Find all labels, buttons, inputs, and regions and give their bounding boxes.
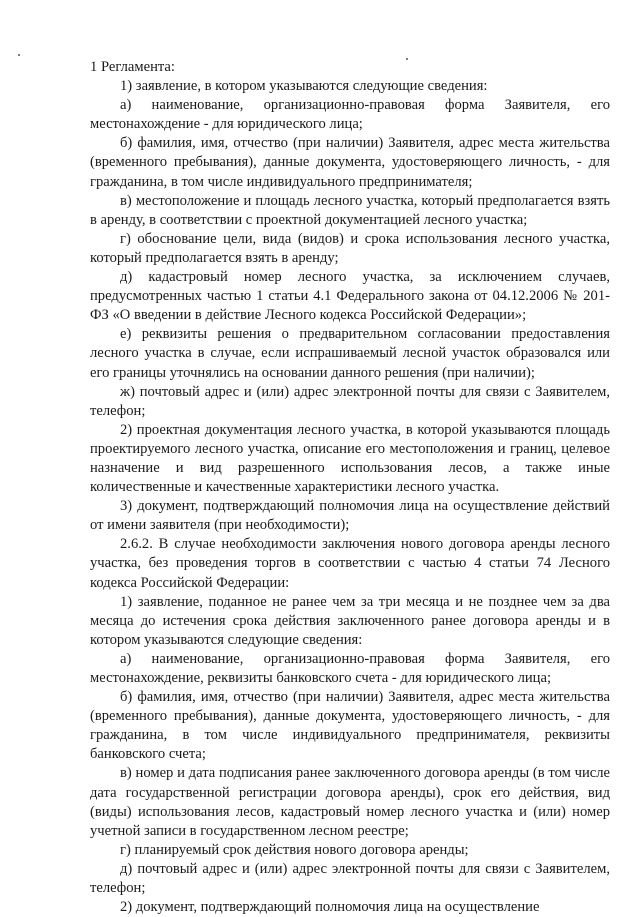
paragraph: а) наименование, организационно-правовая форма Заявителя, его местонахождение, реквизиты банковского счета - для юридического лица; [90, 650, 610, 686]
document-page [90, 58, 610, 917]
paragraph: 1) заявление, поданное не ранее чем за три месяца и не позднее чем за два месяца до истечения срока действия заключенного ранее договора аренды и в котором указываются следующие сведения: [90, 593, 610, 648]
paragraph: г) обоснование цели, вида (видов) и срока использования лесного участка, который предполагается взять в аренду; [90, 230, 610, 266]
paragraph: е) реквизиты решения о предварительном согласовании предоставления лесного участка в случае, если испрашиваемый лесной участок образовался или его границы уточнялись на основании данного решения (при наличии); [90, 326, 610, 381]
paragraph: в) номер и дата подписания ранее заключенного договора аренды (в том числе дата государственной регистрации договора аренды), срок его действия, вид (виды) использования лесов, кадастровый номер лесного участка и (или) номер учетной записи в государственном лесном реестре; [90, 765, 610, 839]
paragraph: в) местоположение и площадь лесного участка, который предполагается взять в аренду, в соответствии с проектной документацией лесного участка; [90, 192, 610, 228]
paragraph: ж) почтовый адрес и (или) адрес электронной почты для связи с Заявителем, телефон; [90, 383, 610, 419]
paragraph: б) фамилия, имя, отчество (при наличии) Заявителя, адрес места жительства (временного пребывания), данные документа, удостоверяющего личность, - для гражданина, в том числе индивидуального предпринимателя; [90, 135, 610, 190]
paragraph: б) фамилия, имя, отчество (при наличии) Заявителя, адрес места жительства (временного пребывания), данные документа, удостоверяющего личность, - для гражданина, в том числе индивидуального предпринимателя, реквизиты банковского счета; [90, 689, 610, 763]
paragraph: д) кадастровый номер лесного участка, за исключением случаев, предусмотренных частью 1 статьи 4.1 Федерального закона от 04.12.2006 № 201-ФЗ «О введении в действие Лесного кодекса Российской Федерации»; [90, 269, 610, 324]
paragraph: 3) документ, подтверждающий полномочия лица на осуществление действий от имени заявителя (при необходимости); [90, 498, 610, 534]
paragraph: 2) документ, подтверждающий полномочия лица на осуществление [120, 899, 540, 916]
paragraph: 2.6.2. В случае необходимости заключения нового договора аренды лесного участка, без проведения торгов в соответствии с частью 4 статьи 74 Лесного кодекса Российской Федерации: [90, 536, 610, 591]
paragraph: д) почтовый адрес и (или) адрес электронной почты для связи с Заявителем, телефон; [90, 860, 610, 897]
scan-speck [18, 54, 20, 56]
paragraph: а) наименование, организационно-правовая форма Заявителя, его местонахождение - для юридического лица; [90, 97, 610, 133]
paragraph: 1) заявление, в котором указываются следующие сведения: [120, 78, 488, 95]
paragraph: г) планируемый срок действия нового договора аренды; [120, 841, 469, 858]
paragraph: 1 Регламента: [90, 59, 175, 75]
paragraph: 2) проектная документация лесного участка, в которой указываются площадь проектируемого лесного участка, описание его местоположения и границ, целевое назначение и вид разрешенного использования лесов, а также иные количественные и качественные характеристики лесного участка. [90, 421, 610, 496]
